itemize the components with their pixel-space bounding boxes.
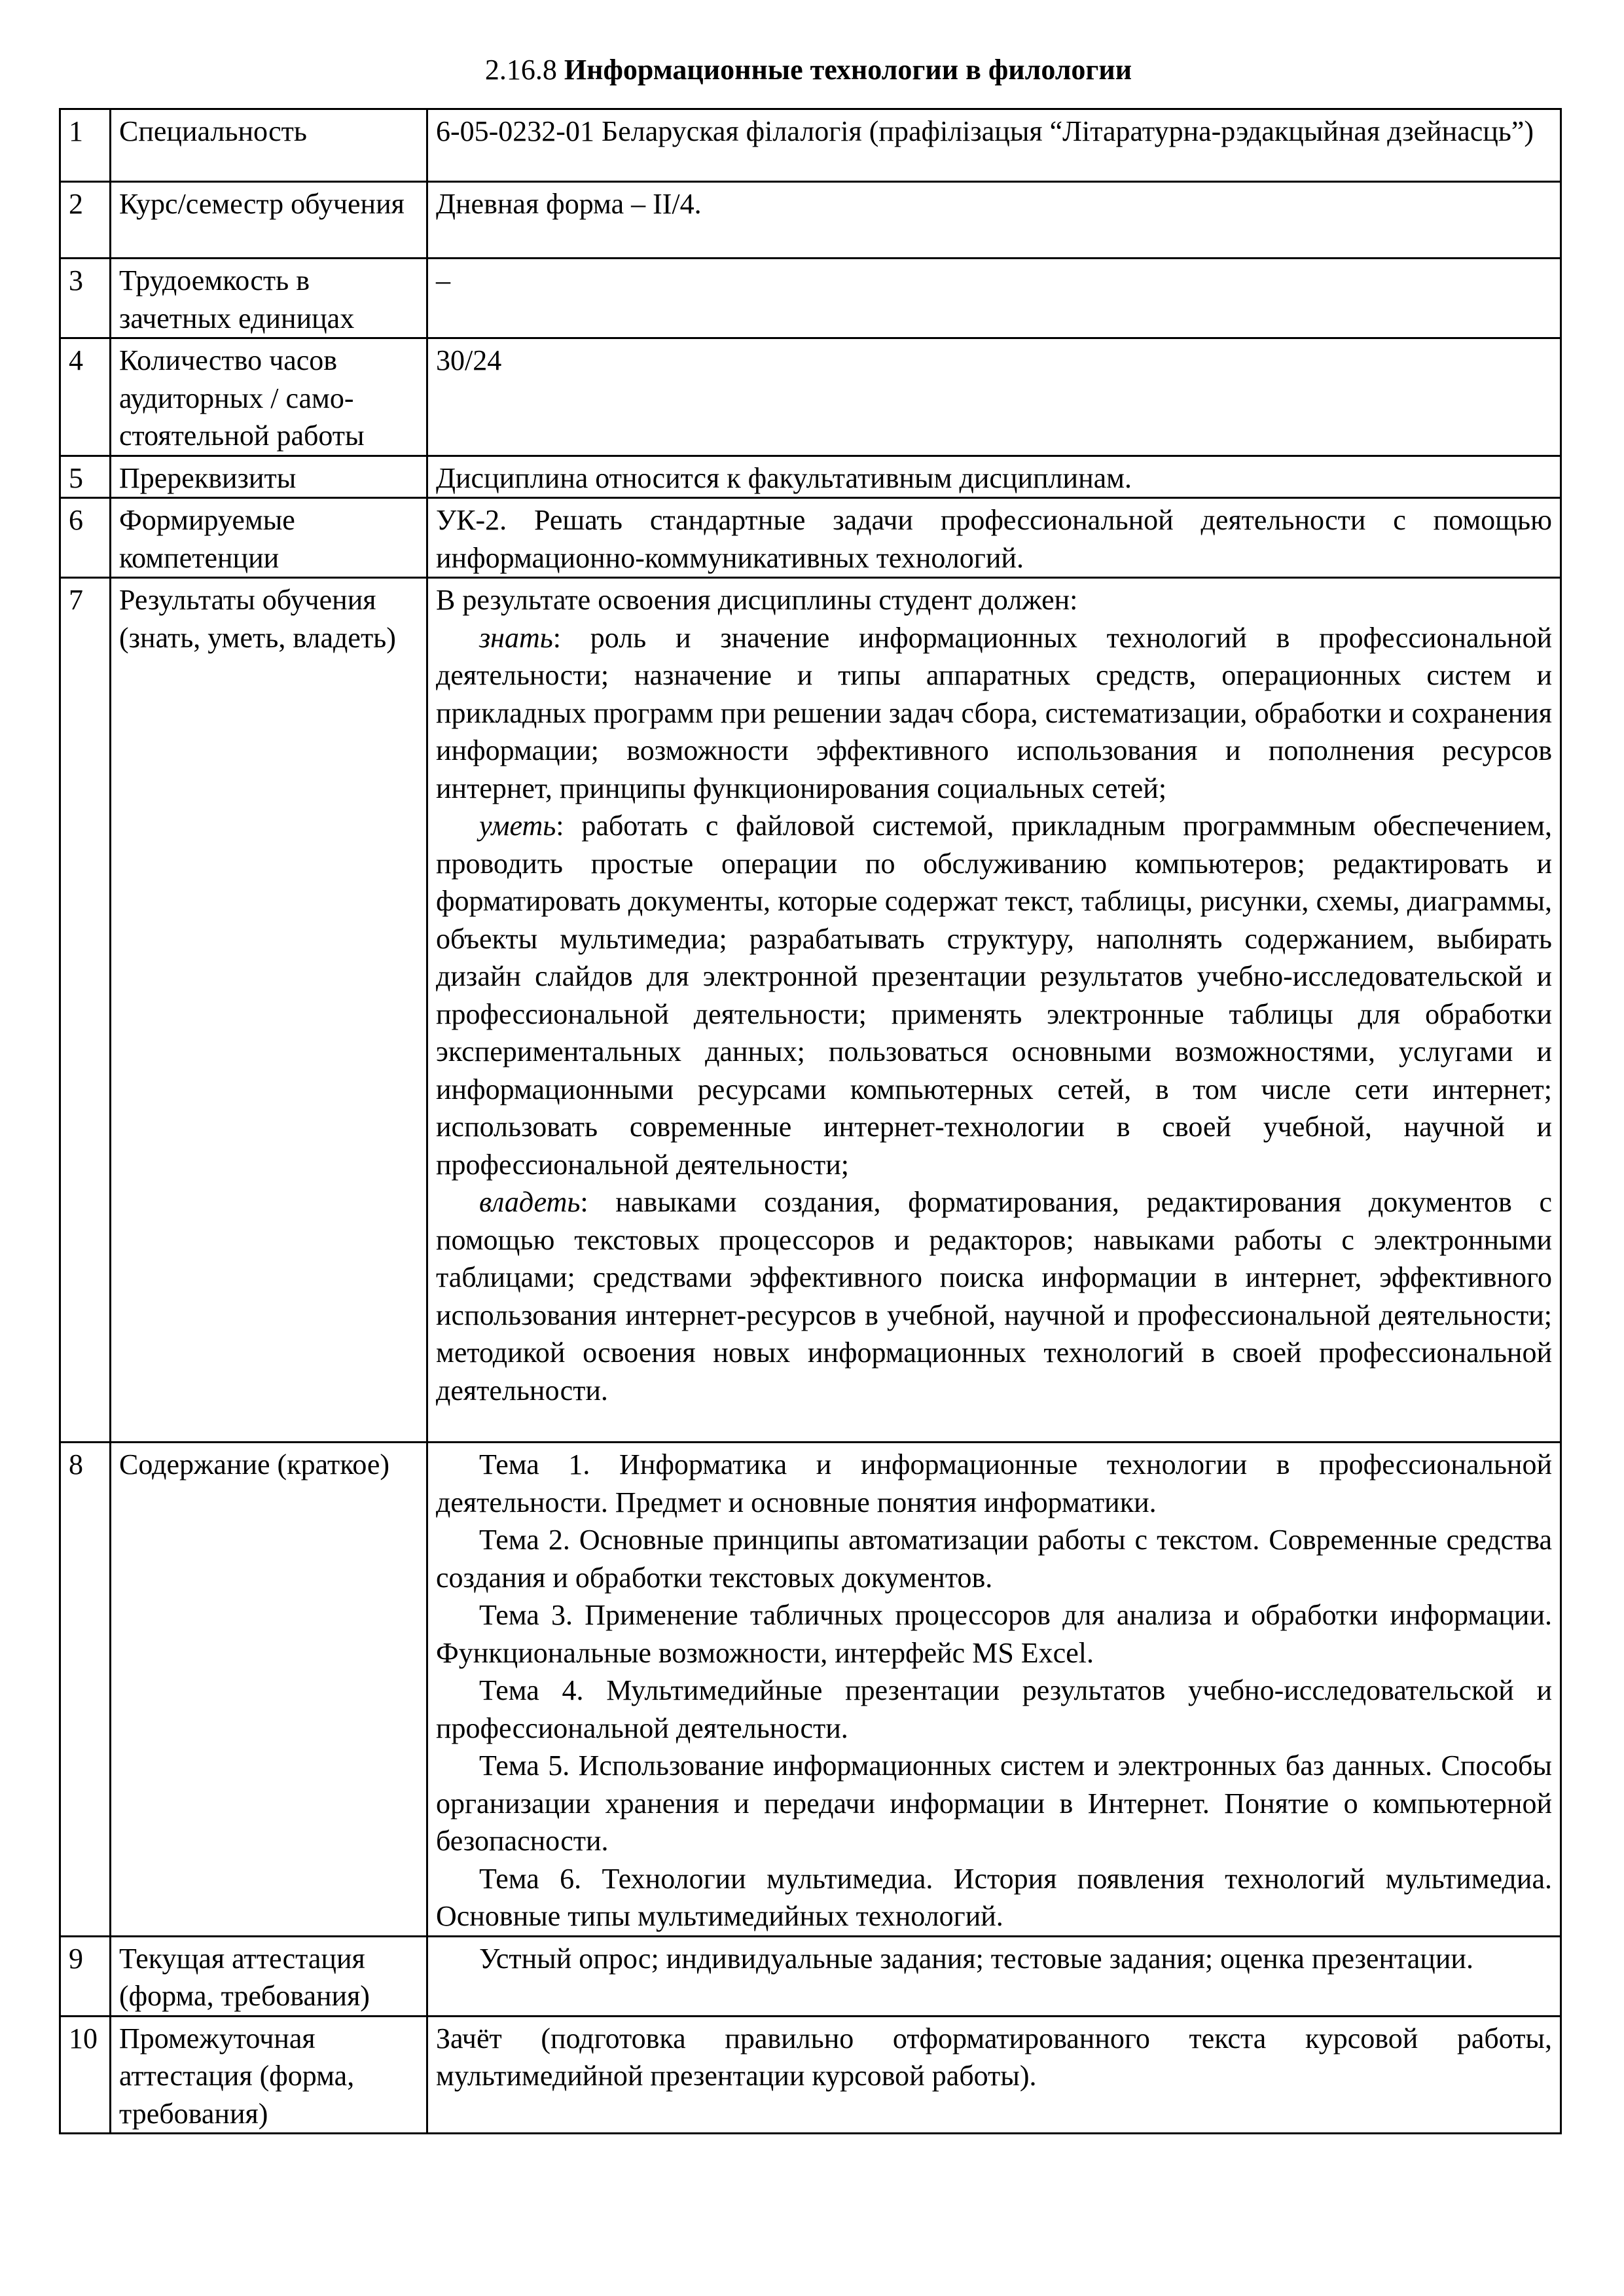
row-number: 2 [60, 182, 111, 259]
outcome-text: навыками создания, форматирования, редактирования документов с помощью текстовых процессоров и редакторов; навыками работы с электронными таблицами; средствами эффективного поиска информации в интернет, эффективного использования интернет-ресурсов в учебной, научной и профессиональной деятельности; методикой освоения новых информационных технологий в своей профессиональной деятельности. [436, 1186, 1552, 1407]
topic-item: Тема 2. Основные принципы автоматизации работы с текстом. Современные средства создания и обработки текстовых документов. [436, 1524, 1552, 1594]
course-description-table [59, 108, 1562, 2134]
row-number: 4 [60, 338, 111, 456]
row-label: Текущая аттестация (форма, требования) [111, 1936, 427, 2016]
learning-outcomes [427, 578, 1561, 1443]
outcome-text: роль и значение информационных технологий в профессиональной деятельности; назначение и типы аппаратных средств, операционных систем и прикладных программ при решении задач сбора, систематизации, обработки и сохранения информации; возможности эффективного использования и пополнения ресурсов интернет, принципы функционирования социальных сетей; [436, 621, 1552, 804]
row-label: Курс/семестр обучения [111, 182, 427, 259]
row-value: Зачёт (подготовка правильно отформатированного текста курсовой работы, мультимедийной презентации курсовой работы). [427, 2016, 1561, 2134]
row-label: Пререквизиты [111, 456, 427, 498]
row-number: 5 [60, 456, 111, 498]
row-label: Промежуточная аттестация (форма, требования) [111, 2016, 427, 2134]
outcome-know: знать: роль и значение информационных технологий в профессиональной деятельности; назначение и типы аппаратных средств, операционных систем и прикладных программ при решении задач сбора, систематизации, обработки и сохранения информации; возможности эффективного использования и пополнения ресурсов интернет, принципы функционирования социальных сетей; [436, 621, 1552, 804]
row-label: Результаты обучения (знать, уметь, владеть) [111, 578, 427, 1443]
row-value: – [427, 259, 1561, 338]
row-number: 7 [60, 578, 111, 1443]
page-title [59, 51, 1558, 89]
row-number: 8 [60, 1443, 111, 1937]
row-label: Формируемые компетенции [111, 498, 427, 578]
outcomes-intro: В результате освоения дисциплины студент должен: [436, 584, 1078, 616]
row-number: 3 [60, 259, 111, 338]
course-contents [427, 1443, 1561, 1937]
table-row [60, 2016, 1561, 2134]
topic-item: Тема 1. Информатика и информационные технологии в профессиональной деятельности. Предмет и основные понятия информатики. [436, 1448, 1552, 1518]
row-value: Устный опрос; индивидуальные задания; тестовые задания; оценка презентации. [427, 1936, 1561, 2016]
topic-item: Тема 6. Технологии мультимедиа. История появления технологий мультимедиа. Основные типы мультимедийных технологий. [436, 1862, 1552, 1932]
table-row [60, 109, 1561, 182]
row-value: Дисциплина относится к факультативным дисциплинам. [427, 456, 1561, 498]
topic-item: Тема 5. Использование информационных систем и электронных баз данных. Способы организации хранения и передачи информации в Интернет. Понятие о компьютерной безопасности. [436, 1749, 1552, 1857]
topic-item: Тема 3. Применение табличных процессоров для анализа и обработки информации. Функциональные возможности, интерфейс MS Excel. [436, 1599, 1552, 1669]
table-row [60, 578, 1561, 1443]
table-row [60, 259, 1561, 338]
table-row [60, 182, 1561, 259]
row-number: 10 [60, 2016, 111, 2134]
row-number: 9 [60, 1936, 111, 2016]
outcome-term: знать [479, 621, 553, 654]
outcome-master: владеть: навыками создания, форматирования, редактирования документов с помощью текстовых процессоров и редакторов; навыками работы с электронными таблицами; средствами эффективного поиска информации в интернет, эффективного использования интернет-ресурсов в учебной, научной и профессиональной деятельности; методикой освоения новых информационных технологий в своей профессиональной деятельности. [436, 1186, 1552, 1407]
row-number: 6 [60, 498, 111, 578]
row-number: 1 [60, 109, 111, 182]
discipline-title: Информационные технологии в филологии [564, 54, 1132, 86]
row-label: Количество часов аудиторных / само-стоятельной работы [111, 338, 427, 456]
table-row [60, 498, 1561, 578]
table-row [60, 456, 1561, 498]
table-row [60, 1936, 1561, 2016]
row-label: Содержание (краткое) [111, 1443, 427, 1937]
outcome-text: работать с файловой системой, прикладным программным обеспечением, проводить простые операции по обслуживанию компьютеров; редактировать и форматировать документы, которые содержат текст, таблицы, рисунки, схемы, диаграммы, объекты мультимедиа; разрабатывать структуру, наполнять содержанием, выбирать дизайн слайдов для электронной презентации результатов учебно-исследовательской и профессиональной деятельности; применять электронные таблицы для обработки экспериментальных данных; пользоваться основными возможностями, услугами и информационными ресурсами компьютерных сетей, в том числе сети интернет; использовать современные интернет-технологии в своей учебной, научной и профессиональной деятельности; [436, 810, 1552, 1181]
row-value: 6-05-0232-01 Беларуская філалогія (прафілізацыя “Літаратурна-рэдакцыйная дзейнасць”) [427, 109, 1561, 182]
table-row [60, 1443, 1561, 1937]
row-value: УК-2. Решать стандартные задачи профессиональной деятельности с помощью информационно-коммуникативных технологий. [427, 498, 1561, 578]
row-label: Трудоемкость в зачетных единицах [111, 259, 427, 338]
topic-item: Тема 4. Мультимедийные презентации результатов учебно-исследовательской и профессиональной деятельности. [436, 1674, 1552, 1744]
section-number: 2.16.8 [484, 54, 557, 86]
row-value: 30/24 [427, 338, 1561, 456]
table-row [60, 338, 1561, 456]
outcome-term: уметь [479, 810, 556, 842]
outcome-term: владеть [479, 1186, 581, 1218]
row-value: Дневная форма – II/4. [427, 182, 1561, 259]
outcome-can: уметь: работать с файловой системой, прикладным программным обеспечением, проводить простые операции по обслуживанию компьютеров; редактировать и форматировать документы, которые содержат текст, таблицы, рисунки, схемы, диаграммы, объекты мультимедиа; разрабатывать структуру, наполнять содержанием, выбирать дизайн слайдов для электронной презентации результатов учебно-исследовательской и профессиональной деятельности; применять электронные таблицы для обработки экспериментальных данных; пользоваться основными возможностями, услугами и информационными ресурсами компьютерных сетей, в том числе сети интернет; использовать современные интернет-технологии в своей учебной, научной и профессиональной деятельности; [436, 810, 1552, 1181]
row-label: Специальность [111, 109, 427, 182]
